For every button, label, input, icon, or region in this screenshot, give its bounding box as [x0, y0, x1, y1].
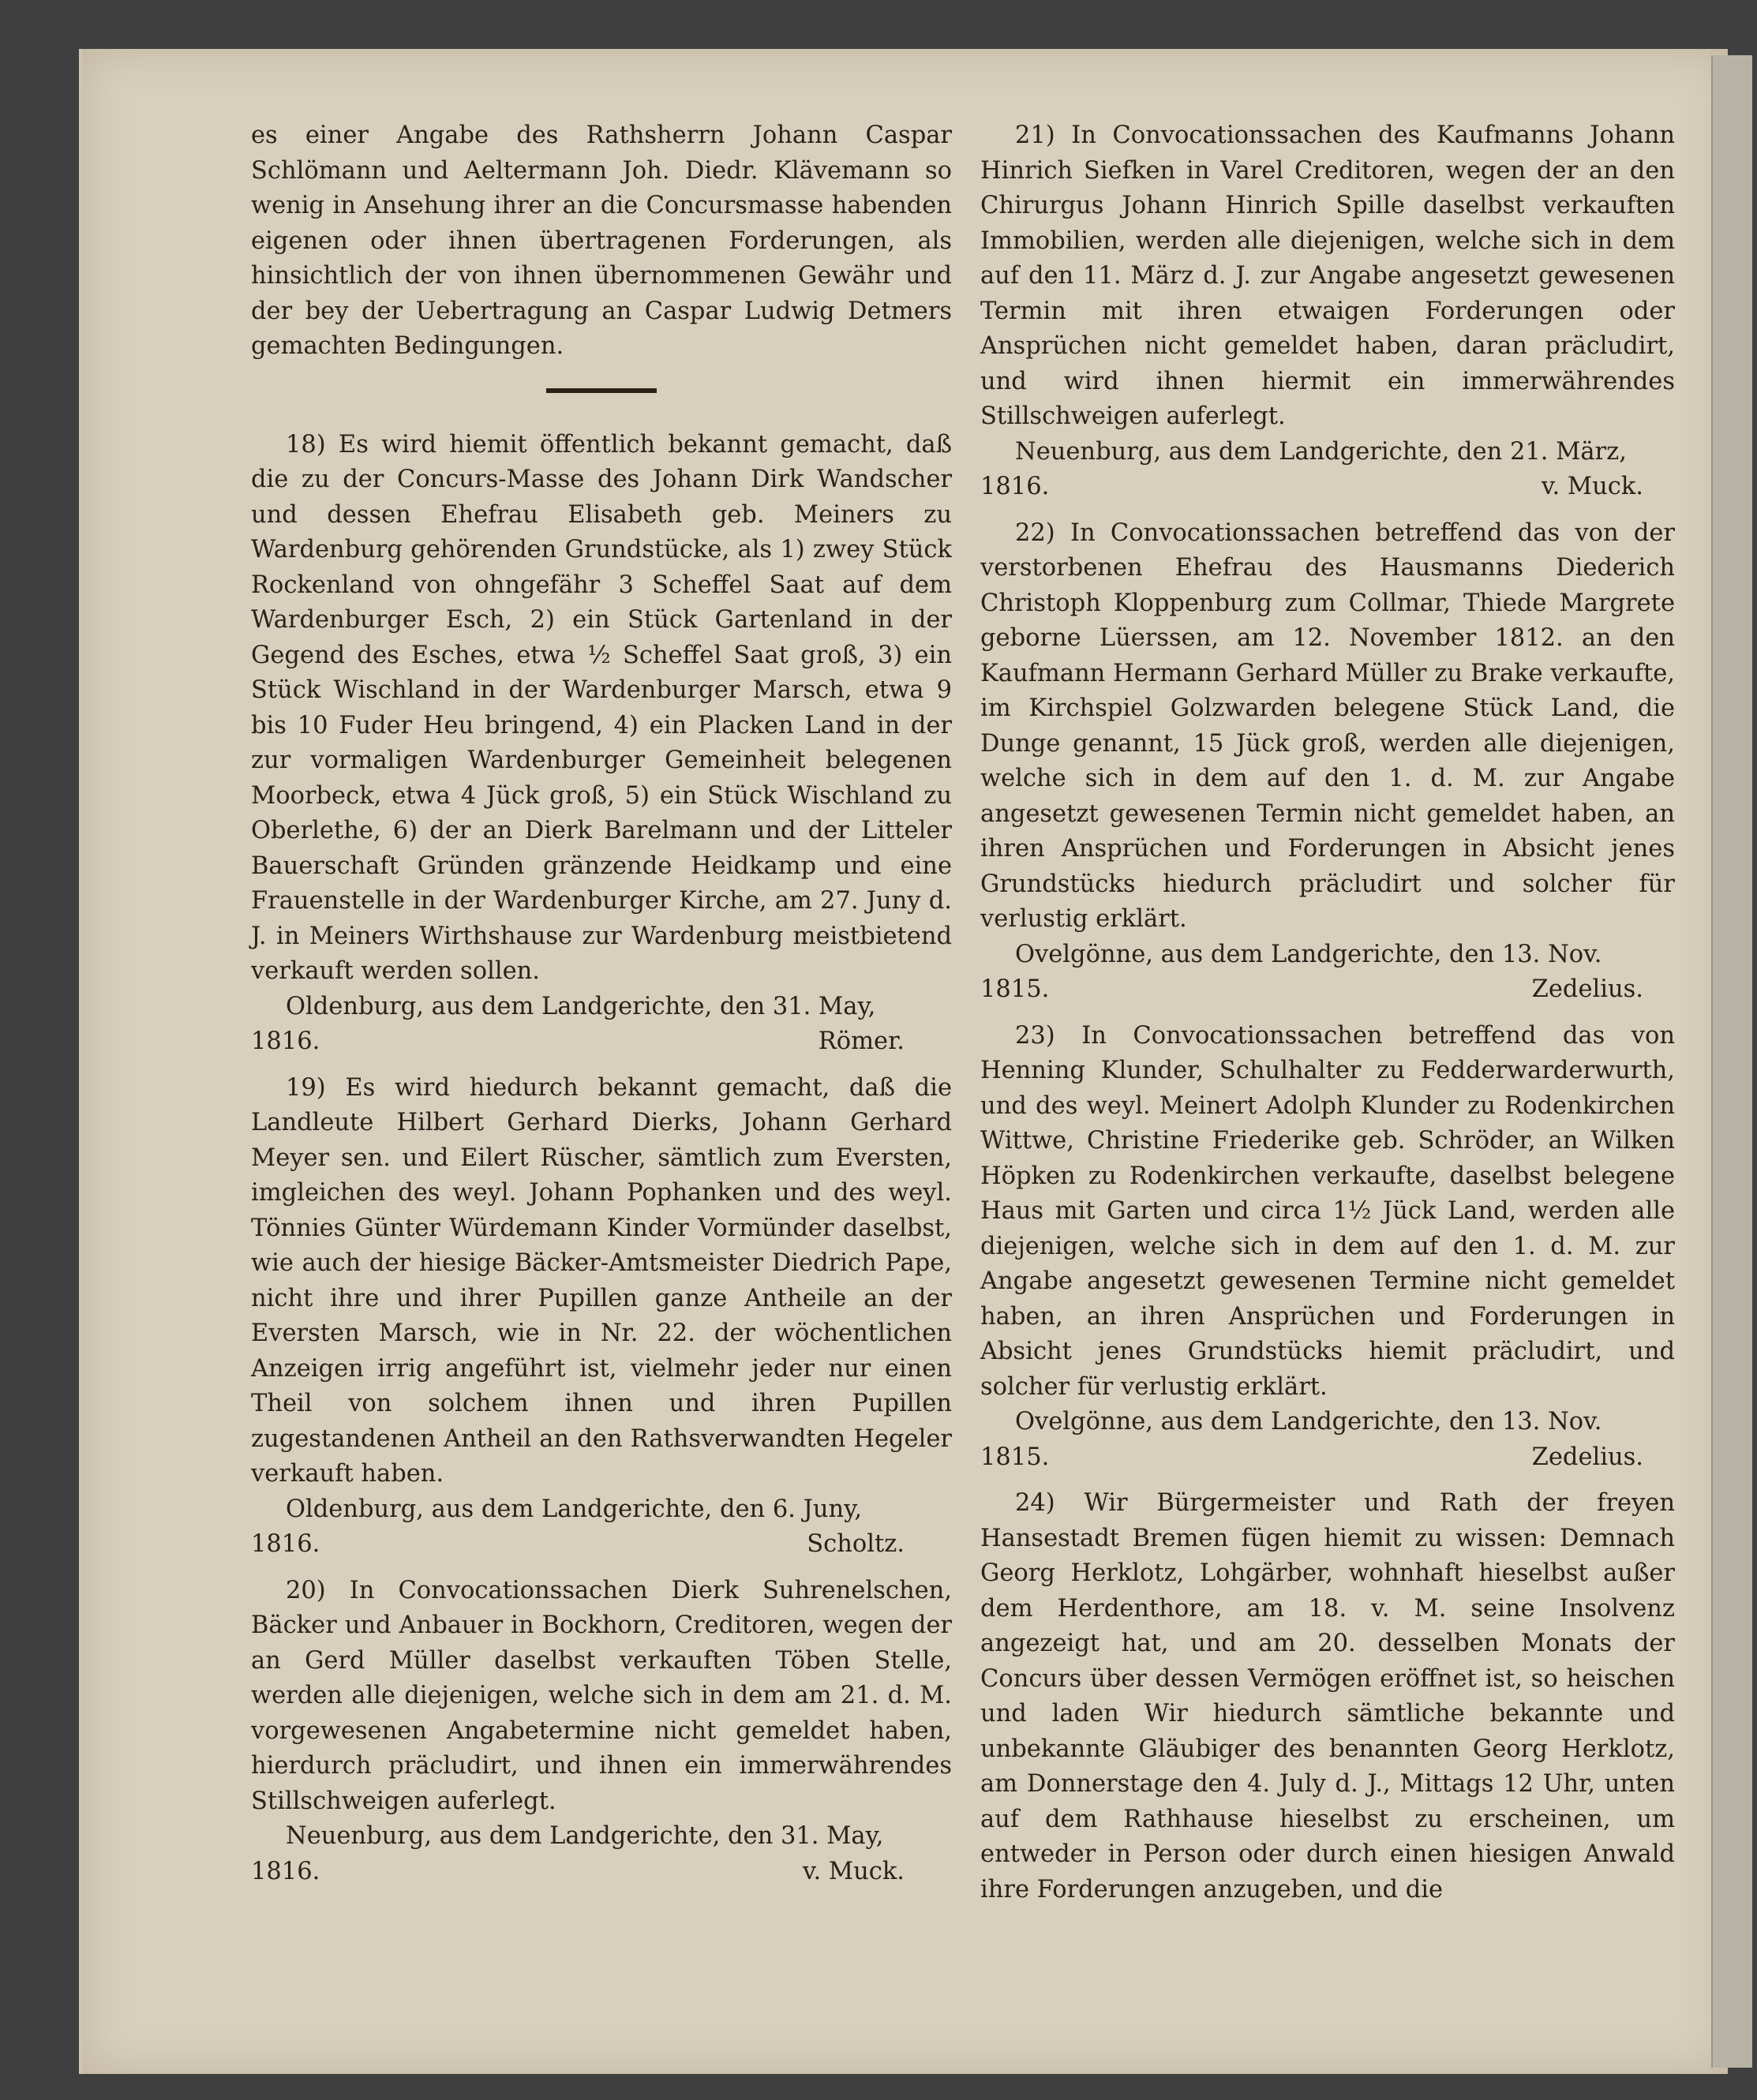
- notice-18-signer: Römer.: [818, 1028, 905, 1055]
- notice-20-place: Neuenburg, aus dem Landgerichte, den 31. May,: [286, 1822, 884, 1850]
- notice-20-year: 1816.: [251, 1857, 320, 1885]
- notice-19-year: 1816.: [251, 1530, 320, 1558]
- notice-20-signer: v. Muck.: [802, 1857, 905, 1885]
- left-column: [251, 118, 952, 1900]
- notice-21-place: Neuenburg, aus dem Landgerichte, den 21. März,: [1015, 437, 1627, 466]
- notice-23-year: 1815.: [980, 1443, 1050, 1471]
- notice-22-signer: Zedelius.: [1531, 975, 1643, 1003]
- notice-19-signer: Scholtz.: [807, 1530, 905, 1558]
- notice-21-signer: v. Muck.: [1541, 473, 1643, 500]
- notice-20-signature: [251, 1855, 952, 1890]
- section-divider: [546, 388, 657, 393]
- notice-21-text: 21) In Convocationssachen des Kaufmanns Johann Hinrich Siefken in Varel Creditoren, wegen der an den Chirurgus Johann Hinrich Spille daselbst verkauften Immobilien, werden alle diejenigen, welche sich in dem auf den 11. März d. J. zur Angabe angesetzt gewesenen Termin mit ihren etwaigen Forderungen oder Ansprüchen nicht gemeldet haben, daran präcludirt, und wird ihnen hiermit ein immerwährendes Stillschweigen auferlegt.: [980, 122, 1675, 430]
- notice-24-text: 24) Wir Bürgermeister und Rath der freyen Hansestadt Bremen fügen hiemit zu wissen: Demnach Georg Herklotz, Lohgärber, wohnhaft hieselbst außer dem Herdenthore, am 18. v. M. seine Insolvenz angezeigt hat, und am 20. desselben Monats der Concurs über dessen Vermögen eröffnet ist, so heischen und laden Wir hiedurch sämtliche bekannte und unbekannte Gläubiger des benannten Georg Herklotz, am Donnerstage den 4. July d. J., Mittags 12 Uhr, unten auf dem Rathhause hieselbst zu erscheinen, um entweder in Person oder durch einen hiesigen Anwald ihre Forderungen anzugeben, und die: [980, 1489, 1675, 1903]
- notice-18-text: 18) Es wird hiemit öffentlich bekannt gemacht, daß die zu der Concurs-Masse des Johann Dirk Wandscher und dessen Ehefrau Elisabeth geb. Meiners zu Wardenburg gehörenden Grundstücke, als 1) zwey Stück Rockenland von ohngefähr 3 Scheffel Saat auf dem Wardenburger Esch, 2) ein Stück Gartenland in der Gegend des Esches, etwa ½ Scheffel Saat groß, 3) ein Stück Wischland in der Wardenburger Marsch, etwa 9 bis 10 Fuder Heu bringend, 4) ein Placken Land in der zur vormaligen Wardenburger Gemeinheit belegenen Moorbeck, etwa 4 Jück groß, 5) ein Stück Wischland zu Oberlethe, 6) der an Dierk Barelmann und der Litteler Bauerschaft Gründen gränzende Heidkamp und eine Frauenstelle in der Wardenburger Kirche, am 27. Juny d. J. in Meiners Wirthshause zur Wardenburg meistbietend verkauft werden sollen.: [251, 430, 952, 985]
- notice-22-text: 22) In Convocationssachen betreffend das von der verstorbenen Ehefrau des Hausmanns Diederich Christoph Kloppenburg zum Collmar, Thiede Margrete geborne Lüerssen, am 12. November 1812. an den Kaufmann Hermann Gerhard Müller zu Brake verkaufte, im Kirchspiel Golzwarden belegene Stück Land, die Dunge genannt, 15 Jück groß, werden alle diejenigen, welche sich in dem auf den 1. d. M. zur Angabe angesetzt gewesenen Termin nicht gemeldet haben, an ihren Ansprüchen und Forderungen in Absicht jenes Grundstücks hiedurch präcludirt und solcher für verlustig erklärt.: [980, 518, 1675, 933]
- notice-23-signature: [980, 1440, 1675, 1476]
- intro-paragraph: es einer Angabe des Rathsherrn Johann Caspar Schlömann und Aeltermann Joh. Diedr. Klävemann so wenig in Ansehung ihrer an die Concursmasse habenden eigenen oder ihnen übertragenen Forderungen, als hinsichtlich der von ihnen übernommenen Gewähr und der bey der Uebertragung an Caspar Ludwig Detmers gemachten Bedingungen.: [251, 122, 952, 360]
- notice-19-signature: [251, 1527, 952, 1563]
- notice-21-signature: [980, 470, 1675, 505]
- notice-19-place: Oldenburg, aus dem Landgerichte, den 6. Juny,: [286, 1495, 863, 1523]
- notice-22-year: 1815.: [980, 975, 1050, 1003]
- notice-18-place: Oldenburg, aus dem Landgerichte, den 31. May,: [286, 992, 876, 1020]
- notice-19-text: 19) Es wird hiedurch bekannt gemacht, daß die Landleute Hilbert Gerhard Dierks, Johann Gerhard Meyer sen. und Eilert Rüscher, sämtlich zum Eversten, imgleichen des weyl. Johann Pophanken und des weyl. Tönnies Günter Würdemann Kinder Vormünder daselbst, wie auch der hiesige Bäcker-Amtsmeister Diedrich Pape, nicht ihre und ihrer Pupillen ganze Antheile an der Eversten Marsch, wie in Nr. 22. der wöchentlichen Anzeigen irrig angeführt ist, vielmehr jeder nur einen Theil von solchem ihnen und ihren Pupillen zugestandenen Antheil an den Rathsverwandten Hegeler verkauft haben.: [251, 1073, 952, 1488]
- page-right-edge: [1711, 55, 1752, 2068]
- notice-23-signer: Zedelius.: [1531, 1443, 1643, 1471]
- notice-21-year: 1816.: [980, 473, 1050, 500]
- notice-18-year: 1816.: [251, 1028, 320, 1055]
- notice-20-text: 20) In Convocationssachen Dierk Suhrenelschen, Bäcker und Anbauer in Bockhorn, Creditoren, wegen der an Gerd Müller daselbst verkauften Töben Stelle, werden alle diejenigen, welche sich in dem am 21. d. M. vorgewesenen Angabetermine nicht gemeldet haben, hierdurch präcludirt, und ihnen ein immerwährendes Stillschweigen auferlegt.: [251, 1576, 952, 1815]
- notice-23-place: Ovelgönne, aus dem Landgerichte, den 13. Nov.: [1015, 1408, 1602, 1436]
- notice-23-text: 23) In Convocationssachen betreffend das von Henning Klunder, Schulhalter zu Fedderwarderwurth, und des weyl. Meinert Adolph Klunder zu Rodenkirchen Wittwe, Christine Friederike geb. Schröder, an Wilken Höpken zu Rodenkirchen verkaufte, daselbst belegene Haus mit Garten und circa 1½ Jück Land, werden alle diejenigen, welche sich in dem auf den 1. d. M. zur Angabe angesetzt gewesenen Termine nicht gemeldet haben, an ihren Ansprüchen und Forderungen in Absicht jenes Grundstücks hiemit präcludirt, und solcher für verlustig erklärt.: [980, 1021, 1675, 1401]
- notice-22-signature: [980, 972, 1675, 1008]
- notice-18-signature: [251, 1024, 952, 1060]
- right-column: [980, 118, 1675, 1907]
- notice-22-place: Ovelgönne, aus dem Landgerichte, den 13. Nov.: [1015, 940, 1602, 968]
